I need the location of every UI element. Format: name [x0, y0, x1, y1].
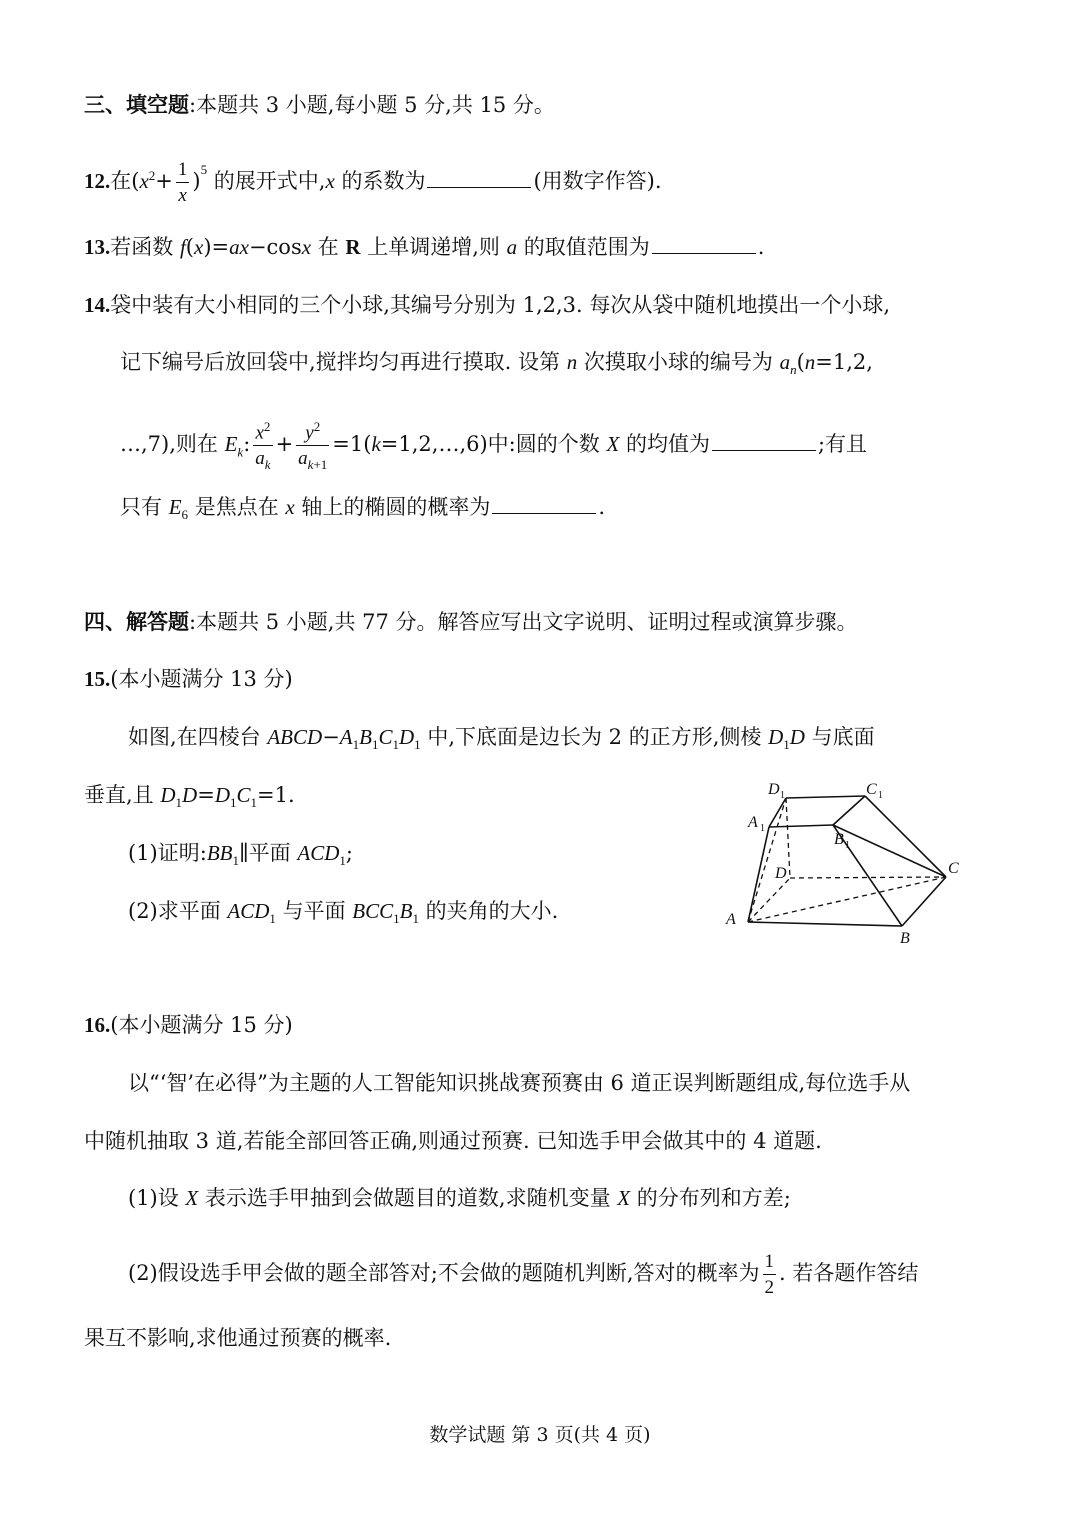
q16-fraction-half: $\frac{1}{2}$ [764, 1251, 774, 1298]
question-15-line-1: 如图,在四棱台 $ABCD-A_1B_1C_1D_1$ 中,下底面是边长为 2 的正方形,侧棱 $D_1D$ 与底面 [128, 725, 875, 753]
q13-answer-blank[interactable] [652, 235, 756, 254]
q15-text: 与底面 [804, 725, 875, 749]
question-14-line-4: 只有 $E_6$ 是焦点在 x 轴上的椭圆的概率为 . [120, 495, 606, 523]
q12-answer-blank[interactable] [427, 169, 531, 188]
section3-heading: 三、填空题 [84, 93, 189, 117]
q13-real-set: R [345, 235, 361, 259]
q16-text: (2)假设选手甲会做的题全部答对;不会做的题随机判断,答对的概率为 [128, 1261, 760, 1285]
q12-fraction: $\frac{1}{x}$ [177, 159, 188, 206]
q12-text: 在( [110, 169, 140, 193]
q12-number: 12. [84, 169, 111, 193]
question-13: 13.若函数 f(x)=ax−cosx 在 R 上单调递增,则 a 的取值范围为 . [84, 235, 765, 259]
section4-desc: :本题共 5 小题,共 77 分。解答应写出文字说明、证明过程或演算步骤。 [189, 610, 858, 634]
q15-text: 的夹角的大小. [418, 899, 559, 923]
q15-text: 垂直,且 [84, 783, 161, 807]
q14-answer-blank-1[interactable] [712, 432, 816, 451]
q15-text: (1)证明: [128, 841, 207, 865]
question-16-header [84, 1010, 293, 1040]
q14-text: =1,2,…,6)中:圆的个数 [380, 432, 607, 457]
label-A1: A [748, 814, 758, 831]
q14-text: 轴上的椭圆的概率为 [294, 495, 491, 519]
q14-text: …,7),则在 [120, 432, 225, 457]
q14-fraction-y: $\frac{y^2}{a_{k+1}}$ [298, 419, 328, 473]
label-A: A [726, 911, 736, 928]
q16-text: . 若各题作答结 [779, 1261, 919, 1285]
q12-text: 的展开式中, [207, 169, 326, 193]
q14-fraction-x: $\frac{x^2}{a_k}$ [255, 419, 271, 473]
q13-text: 上单调递增,则 [360, 235, 507, 259]
q13-text: 若函数 [110, 235, 180, 259]
question-14-line-1 [84, 290, 890, 320]
section4-heading-line [84, 607, 858, 637]
question-12: 12.在($x^2+$ $\frac{1}{x}$ )$^5$ 的展开式中,x 的系数为 (用数字作答). [84, 159, 662, 206]
question-15-part-2: (2)求平面 $ACD_1$ 与平面 $BCC_1B_1$ 的夹角的大小. [128, 899, 559, 927]
label-D1-sub: 1 [780, 790, 785, 801]
label-C1: C [866, 781, 877, 798]
q15-text: 如图,在四棱台 [128, 725, 268, 749]
q13-text: 在 [311, 235, 346, 259]
q14-answer-blank-2[interactable] [492, 495, 596, 514]
q15-text: ∥平面 [238, 841, 298, 865]
section3-heading-line [84, 90, 555, 120]
question-15-part-1: (1)证明$:BB_1\parallel$平面 $ACD_1$; [128, 841, 353, 869]
q14-number: 14. [84, 293, 111, 317]
q12-text: 的系数为 [334, 169, 426, 193]
label-D: D [775, 865, 787, 882]
q14-text: =1,2, [815, 350, 873, 374]
q16-text: 中随机抽取 3 道,若能全部回答正确,则通过预赛. 已知选手甲会做其中的 4 道题. [84, 1129, 822, 1153]
q15-text: =1. [257, 783, 295, 807]
label-C1-sub: 1 [878, 790, 883, 801]
question-14-line-3: …,7),则在 $E_k$: $\frac{x^2}{a_k}$ + $\frac{y^2}{a_{k+1}}$ =1(k=1,2,…,6)中:圆的个数 X 的均值为 ;有且 [120, 419, 868, 473]
question-15-header [84, 664, 293, 694]
q16-text: 表示选手甲抽到会做题目的道数,求随机变量 [198, 1186, 618, 1210]
q14-text: 是焦点在 [188, 495, 286, 519]
q14-text: =1( [332, 432, 372, 457]
q14-text: : [243, 432, 251, 457]
q15-text: 中,下底面是边长为 2 的正方形,侧棱 [420, 725, 769, 749]
q15-text: 与平面 [275, 899, 353, 923]
question-15-line-2: 垂直,且 $D_1D=D_1C_1=1$. [84, 783, 295, 811]
q12-text: (用数字作答). [533, 169, 662, 193]
q14-text: 次摸取小球的编号为 [577, 350, 780, 374]
q16-number: 16. [84, 1013, 111, 1037]
q15-score: (本小题满分 13 分) [110, 667, 293, 691]
question-16-part-1: (1)设 X 表示选手甲抽到会做题目的道数,求随机变量 X 的分布列和方差; [128, 1186, 791, 1210]
q16-text: 的分布列和方差; [630, 1186, 791, 1210]
question-14-line-2: 记下编号后放回袋中,搅拌均匀再进行摸取. 设第 n 次摸取小球的编号为 $a_n(n=1,2$, [120, 350, 873, 378]
section3-desc: :本题共 3 小题,每小题 5 分,共 15 分。 [189, 93, 555, 117]
q15-number: 15. [84, 667, 111, 691]
q13-number: 13. [84, 235, 111, 259]
section4-heading: 四、解答题 [84, 610, 189, 634]
q16-score: (本小题满分 15 分) [110, 1013, 293, 1037]
question-16-line-2 [84, 1126, 822, 1156]
label-B1: B [834, 831, 844, 848]
frustum-figure [720, 772, 970, 952]
q13-text: 的取值范围为 [517, 235, 650, 259]
label-A1-sub: 1 [760, 823, 765, 834]
label-B1-sub: 1 [845, 840, 850, 851]
question-16-line-1 [128, 1068, 910, 1098]
page-footer: 数学试题 第 3 页(共 4 页) [429, 1424, 651, 1446]
q16-text: 果互不影响,求他通过预赛的概率. [84, 1326, 392, 1350]
q14-text: ;有且 [817, 432, 868, 457]
q16-text: (1)设 [128, 1186, 186, 1210]
label-C: C [948, 860, 959, 877]
q14-text: 袋中装有大小相同的三个小球,其编号分别为 1,2,3. 每次从袋中随机地摸出一个小球, [110, 293, 891, 317]
question-16-part-2 [128, 1252, 918, 1297]
q14-text: 的均值为 [619, 432, 710, 457]
q14-text: ( [796, 350, 805, 374]
label-B: B [900, 930, 910, 947]
q14-text: 只有 [120, 495, 169, 519]
question-16-part-2-cont [84, 1323, 391, 1353]
q16-text: 以“‘智’在必得”为主题的人工智能知识挑战赛预赛由 6 道正误判断题组成,每位选手从 [128, 1071, 911, 1095]
q12-text: ) [192, 169, 201, 193]
label-D1: D [768, 781, 780, 798]
q15-text: (2)求平面 [128, 899, 228, 923]
q14-text: 记下编号后放回袋中,搅拌均匀再进行摸取. 设第 [120, 350, 567, 374]
